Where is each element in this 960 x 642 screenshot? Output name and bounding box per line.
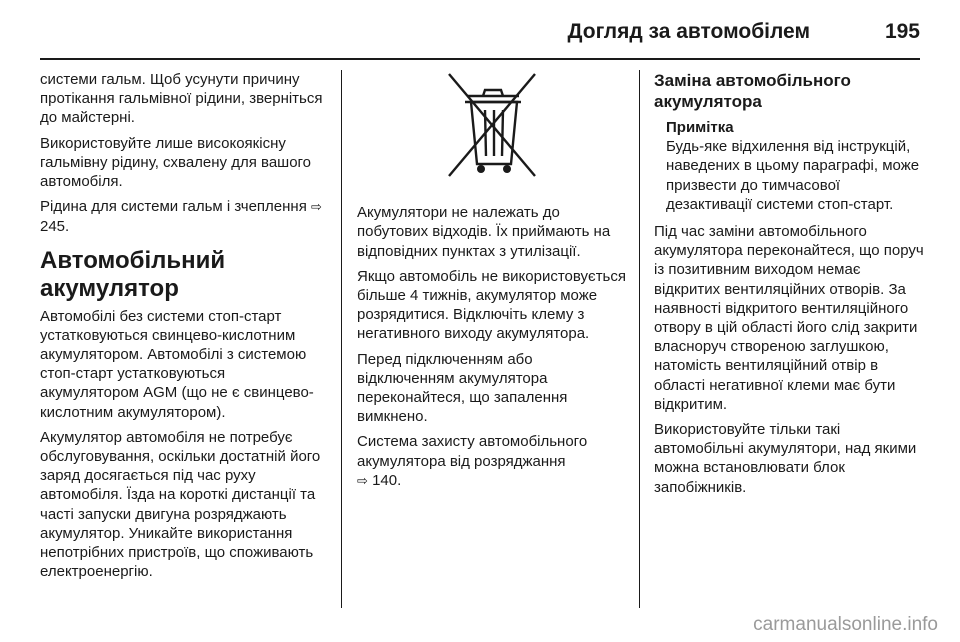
page-ref-arrow-icon: ⇨: [357, 473, 368, 489]
column-divider-2: [639, 70, 640, 608]
note-title: Примітка: [666, 119, 734, 136]
page-ref-link[interactable]: 245.: [40, 218, 70, 236]
section-heading-battery: Автомобільний акумулятор: [40, 246, 226, 302]
paragraph: Використовуйте тільки такі автомобільні акумулятори, над якими можна встановлювати блок запобіжників.: [654, 421, 917, 496]
paragraph: Використовуйте лише високоякісну гальмівну рідину, схвалену для вашого автомобіля.: [40, 134, 312, 191]
page-header: [40, 14, 920, 50]
paragraph-text: Система захисту автомобільного акумулятора від розряджання: [357, 433, 588, 470]
paragraph: Автомобілі без системи стоп-старт устатковуються свинцево-кислотним акумулятором. Автомобілі з системою стоп-старт устатковуються акумулятором AGM (що не є свинцево-кислотним акумулятором).: [40, 307, 314, 421]
paragraph: Під час заміни автомобільного акумулятора переконайтеся, що поруч із позитивним виходом немає відкритих вентиляційних отворів. За наявності відкритого вентиляційного отвору в цій області його слід закрити власноруч створеною заглушкою, натомість вентиляційний отвір в області негативної клеми має бути відкритим.: [654, 223, 924, 413]
paragraph-text: Рідина для системи гальм і зчеплення: [40, 198, 311, 216]
crossed-out-wheelie-bin-icon: [441, 72, 545, 180]
watermark: carmanualsonline.info: [753, 614, 938, 635]
note-block: [654, 118, 926, 214]
page-ref-arrow-icon: ⇨: [310, 200, 322, 216]
column-right: [654, 70, 926, 503]
column-middle: [357, 70, 629, 497]
section-title: Догляд за автомобілем: [567, 20, 810, 43]
paragraph-with-ref: [40, 197, 325, 236]
paragraph: Перед підключенням або відключенням акумулятора переконайтеся, що запалення вимкнено.: [357, 350, 568, 426]
paragraph: системи гальм. Щоб усунути причину протікання гальмівної рідини, зверніться до майстерні.: [40, 71, 323, 127]
page-number: 195: [884, 20, 920, 43]
header-divider: [40, 58, 920, 60]
paragraph: Якщо автомобіль не використовується більше 4 тижнів, акумулятор може розрядитися. Відключіть клему з негативного виходу акумулятора.: [357, 267, 626, 343]
paragraph: Акумулятор автомобіля не потребує обслуговування, оскільки достатній його заряд досягається під час руху автомобіля. Їзда на короткі дистанції та часті запуски двигуна розряджають акумулятор. Уникайте використання непотрібних пристроїв, що споживають електроенергію.: [40, 428, 321, 581]
page-ref-link[interactable]: 140.: [372, 471, 402, 489]
paragraph: Акумулятори не належать до побутових відходів. Їх приймають на відповідних пунктах з утилізації.: [357, 204, 611, 260]
column-left: [40, 70, 325, 587]
note-text: Будь-яке відхилення від інструкцій, наведених в цьому параграфі, може призвести до тимчасової дезактивації системи стоп-старт.: [666, 138, 920, 213]
section-heading-replacement: Заміна автомобільного акумулятора: [654, 71, 851, 111]
column-divider-1: [341, 70, 342, 608]
paragraph-with-ref: [357, 432, 629, 491]
recycling-symbol: [357, 72, 629, 185]
